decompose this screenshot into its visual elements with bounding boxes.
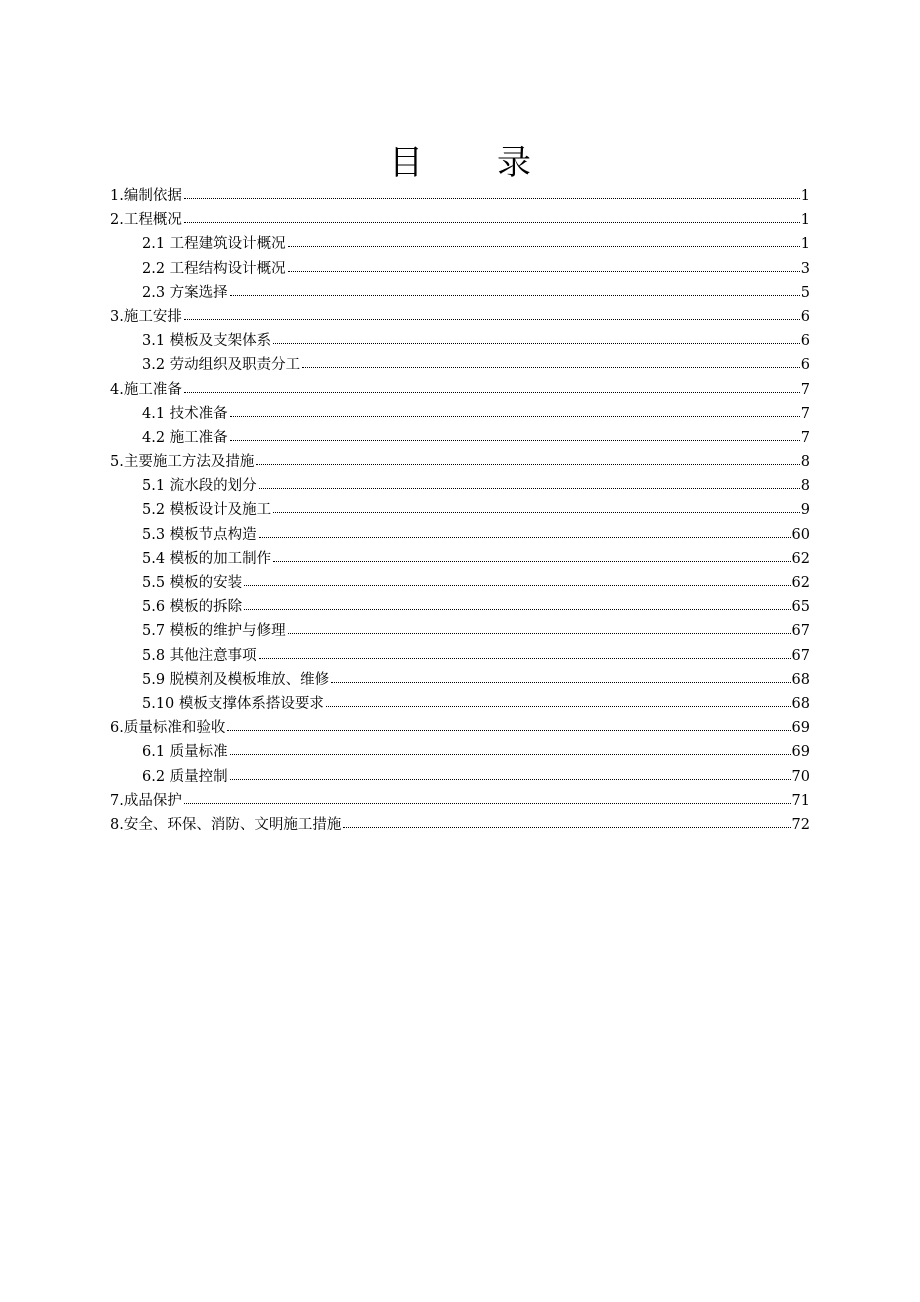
toc-page-number: 8	[800, 454, 810, 471]
toc-entry-label: 6.质量标准和验收	[110, 720, 226, 737]
toc-page-number: 8	[800, 478, 810, 495]
toc-dot-leader	[184, 790, 791, 805]
toc-dot-leader	[230, 403, 800, 418]
toc-page-number: 69	[791, 744, 810, 761]
toc-page-number: 62	[791, 550, 810, 567]
toc-entry-label: 5.6 模板的拆除	[142, 599, 243, 616]
toc-dot-leader	[273, 331, 800, 346]
toc-dot-leader	[331, 669, 790, 684]
toc-dot-leader	[184, 186, 800, 201]
toc-dot-leader	[244, 573, 790, 588]
toc-dot-leader	[288, 258, 800, 273]
toc-page-number: 6	[800, 357, 810, 374]
toc-entry[interactable]	[110, 281, 810, 305]
toc-entry-label: 5.2 模板设计及施工	[142, 502, 272, 519]
toc-entry[interactable]	[110, 329, 810, 353]
toc-page-number: 60	[791, 526, 810, 543]
toc-dot-leader	[326, 693, 791, 708]
toc-entry[interactable]	[110, 813, 810, 837]
toc-entry[interactable]	[110, 474, 810, 498]
toc-page-number: 67	[791, 647, 810, 664]
toc-dot-leader	[227, 718, 790, 733]
toc-dot-leader	[230, 427, 800, 442]
toc-page-number: 68	[791, 695, 810, 712]
toc-page-number: 69	[791, 720, 810, 737]
toc-dot-leader	[184, 379, 800, 394]
toc-page-number: 7	[800, 429, 810, 446]
toc-entry[interactable]	[110, 305, 810, 329]
toc-page-number: 5	[800, 284, 810, 301]
toc-dot-leader	[259, 645, 791, 660]
toc-dot-leader	[256, 452, 799, 467]
toc-entry[interactable]	[110, 498, 810, 522]
toc-page-number: 71	[791, 792, 810, 809]
toc-entry[interactable]	[110, 378, 810, 402]
toc-entry[interactable]	[110, 765, 810, 789]
toc-entry-label: 5.4 模板的加工制作	[142, 550, 272, 567]
toc-page-number: 6	[800, 308, 810, 325]
toc-dot-leader	[259, 476, 800, 491]
toc-page-number: 1	[800, 236, 810, 253]
toc-entry-label: 3.施工安排	[110, 308, 182, 325]
toc-entry-label: 5.9 脱模剂及模板堆放、维修	[142, 671, 330, 688]
toc-page-number: 67	[791, 623, 810, 640]
toc-entry[interactable]	[110, 547, 810, 571]
toc-entry[interactable]	[110, 523, 810, 547]
toc-dot-leader	[244, 597, 790, 612]
toc-entry-label: 4.1 技术准备	[142, 405, 228, 422]
toc-entry-label: 2.工程概况	[110, 212, 182, 229]
toc-entry-label: 5.7 模板的维护与修理	[142, 623, 286, 640]
toc-page-number: 7	[800, 405, 810, 422]
toc-entry-label: 7.成品保护	[110, 792, 182, 809]
page-title	[0, 135, 920, 184]
toc-entry[interactable]	[110, 426, 810, 450]
toc-entry[interactable]	[110, 595, 810, 619]
toc-page-number: 70	[791, 768, 810, 785]
toc-page-number: 68	[791, 671, 810, 688]
toc-entry-label: 2.1 工程建筑设计概况	[142, 236, 286, 253]
toc-dot-leader	[273, 548, 790, 563]
toc-dot-leader	[288, 621, 791, 636]
toc-dot-leader	[230, 766, 791, 781]
toc-entry[interactable]	[110, 208, 810, 232]
toc-entry[interactable]	[110, 232, 810, 256]
toc-entry-label: 5.主要施工方法及措施	[110, 454, 255, 471]
toc-dot-leader	[184, 210, 800, 225]
toc-dot-leader	[288, 234, 800, 249]
toc-entry-label: 6.1 质量标准	[142, 744, 228, 761]
toc-entry[interactable]	[110, 789, 810, 813]
page-title-char-2: 录	[497, 142, 531, 183]
toc-dot-leader	[302, 355, 800, 370]
toc-entry[interactable]	[110, 257, 810, 281]
toc-entry-label: 4.2 施工准备	[142, 429, 228, 446]
page-title-char-1: 目	[389, 142, 423, 183]
toc-entry-label: 2.2 工程结构设计概况	[142, 260, 286, 277]
toc-entry-label: 5.8 其他注意事项	[142, 647, 257, 664]
toc-entry[interactable]	[110, 740, 810, 764]
toc-dot-leader	[230, 742, 791, 757]
toc-entry-label: 3.2 劳动组织及职责分工	[142, 357, 301, 374]
toc-dot-leader	[273, 500, 800, 515]
toc-page-number: 1	[800, 188, 810, 204]
toc-page-number: 6	[800, 333, 810, 350]
toc-dot-leader	[184, 306, 800, 321]
toc-page-number: 62	[791, 575, 810, 591]
toc-entry[interactable]	[110, 692, 810, 716]
toc-dot-leader	[230, 282, 800, 297]
toc-entry[interactable]	[110, 571, 810, 595]
toc-dot-leader	[343, 814, 790, 829]
toc-entry-label: 5.1 流水段的划分	[142, 478, 257, 495]
toc-page-number: 3	[800, 260, 810, 277]
toc-entry[interactable]	[110, 668, 810, 692]
toc-entry-label: 6.2 质量控制	[142, 768, 228, 785]
toc-page-number: 9	[800, 502, 810, 519]
toc-page-number: 1	[800, 212, 810, 229]
toc-entry[interactable]	[110, 619, 810, 643]
toc-entry-label: 2.3 方案选择	[142, 284, 228, 301]
toc-entry[interactable]	[110, 402, 810, 426]
table-of-contents	[110, 184, 810, 837]
toc-entry-label: 4.施工准备	[110, 381, 182, 398]
toc-entry-label: 8.安全、环保、消防、文明施工措施	[110, 816, 342, 833]
toc-page-number: 72	[791, 816, 810, 833]
toc-dot-leader	[259, 524, 791, 539]
toc-entry-label: 3.1 模板及支架体系	[142, 333, 272, 350]
toc-entry[interactable]	[110, 644, 810, 668]
toc-entry-label: 5.3 模板节点构造	[142, 526, 257, 543]
toc-entry-label: 1.编制依据	[110, 188, 182, 204]
toc-entry[interactable]	[110, 184, 810, 208]
toc-page-number: 65	[791, 599, 810, 616]
toc-entry-label: 5.10 模板支撑体系搭设要求	[142, 695, 324, 712]
toc-entry[interactable]	[110, 450, 810, 474]
toc-entry[interactable]	[110, 353, 810, 377]
toc-entry[interactable]	[110, 716, 810, 740]
toc-entry-label: 5.5 模板的安装	[142, 575, 243, 591]
toc-page-number: 7	[800, 381, 810, 398]
